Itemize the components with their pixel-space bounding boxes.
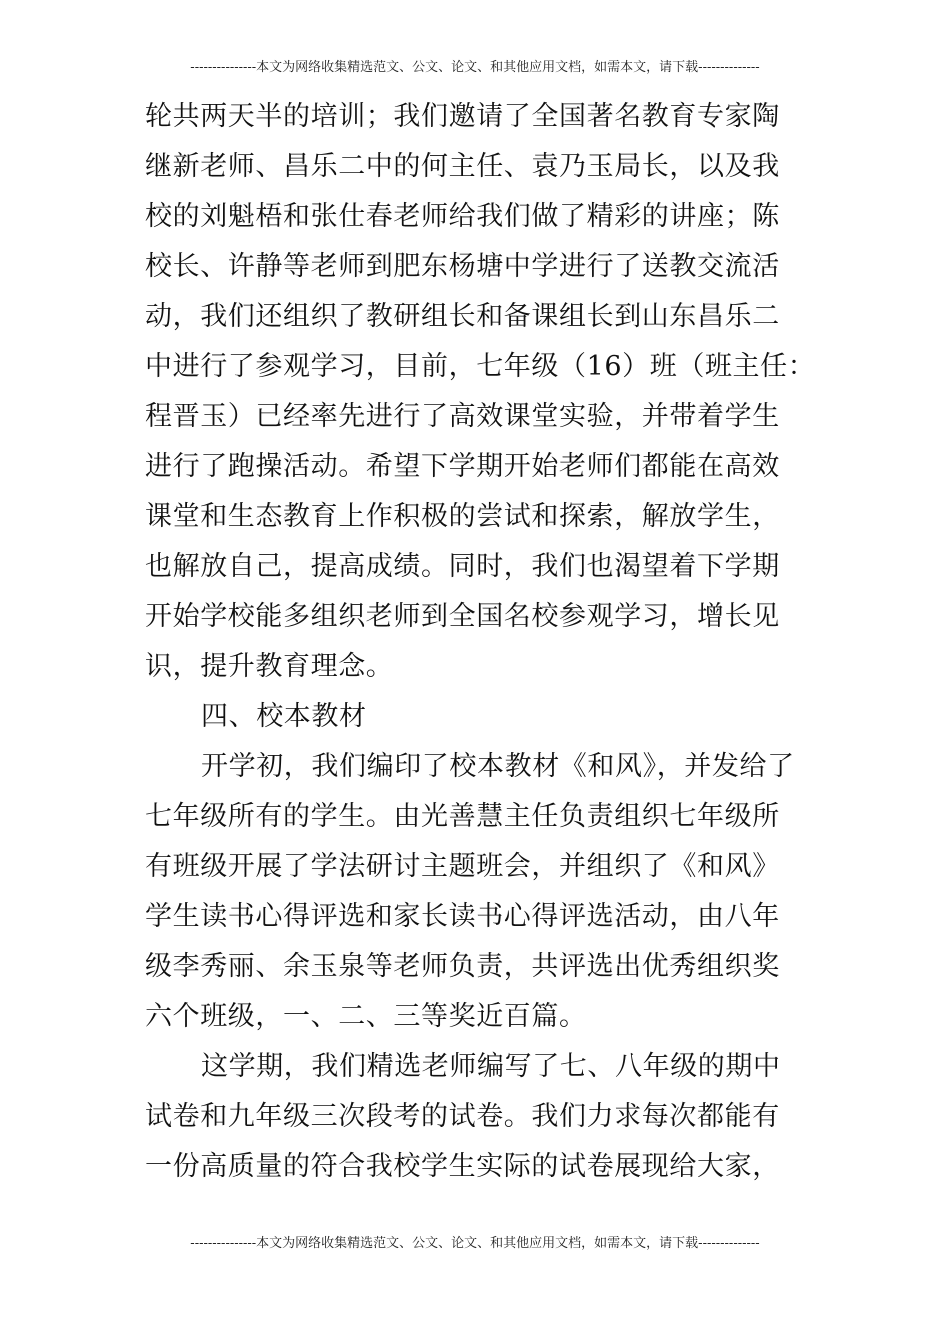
section-heading: 四、校本教材: [201, 701, 367, 732]
text-line: 动，我们还组织了教研组长和备课组长到山东昌乐二: [145, 301, 780, 332]
text-line: 校长、许静等老师到肥东杨塘中学进行了送教交流活: [145, 251, 780, 282]
text-line: 校的刘魁梧和张仕春老师给我们做了精彩的讲座；陈: [145, 201, 780, 232]
text-line: 六个班级，一、二、三等奖近百篇。: [145, 1001, 587, 1032]
text-line: 程晋玉）已经率先进行了高效课堂实验，并带着学生: [145, 401, 780, 432]
text-line: 轮共两天半的培训；我们邀请了全国著名教育专家陶: [145, 101, 780, 132]
text-line: 开始学校能多组织老师到全国名校参观学习，增长见: [145, 601, 780, 632]
text-line: 课堂和生态教育上作积极的尝试和探索，解放学生，: [145, 501, 780, 532]
text-line: 一份高质量的符合我校学生实际的试卷展现给大家，: [145, 1151, 780, 1182]
text-line: 试卷和九年级三次段考的试卷。我们力求每次都能有: [145, 1101, 780, 1132]
text-line: 七年级所有的学生。由光善慧主任负责组织七年级所: [145, 801, 780, 832]
text-line: 也解放自己，提高成绩。同时，我们也渴望着下学期: [145, 551, 780, 582]
text-line: 继新老师、昌乐二中的何主任、袁乃玉局长，以及我: [145, 151, 780, 182]
text-line: 学生读书心得评选和家长读书心得评选活动，由八年: [145, 901, 780, 932]
header-banner: ---------------本文为网络收集精选范文、公文、论文、和其他应用文档，如需本文，请下载--------------: [190, 60, 760, 75]
text-line: 有班级开展了学法研讨主题班会，并组织了《和风》: [145, 851, 780, 882]
document-body: [145, 92, 815, 1192]
footer-banner: ---------------本文为网络收集精选范文、公文、论文、和其他应用文档，如需本文，请下载--------------: [190, 1236, 760, 1251]
text-line: 中进行了参观学习，目前，七年级（16）班（班主任：: [145, 351, 816, 382]
text-line: 开学初，我们编印了校本教材《和风》，并发给了: [201, 751, 795, 782]
text-line: 进行了跑操活动。希望下学期开始老师们都能在高效: [145, 451, 780, 482]
text-line: 级李秀丽、余玉泉等老师负责，共评选出优秀组织奖: [145, 951, 780, 982]
text-line: 这学期，我们精选老师编写了七、八年级的期中: [201, 1051, 781, 1082]
text-line: 识，提升教育理念。: [145, 651, 394, 682]
